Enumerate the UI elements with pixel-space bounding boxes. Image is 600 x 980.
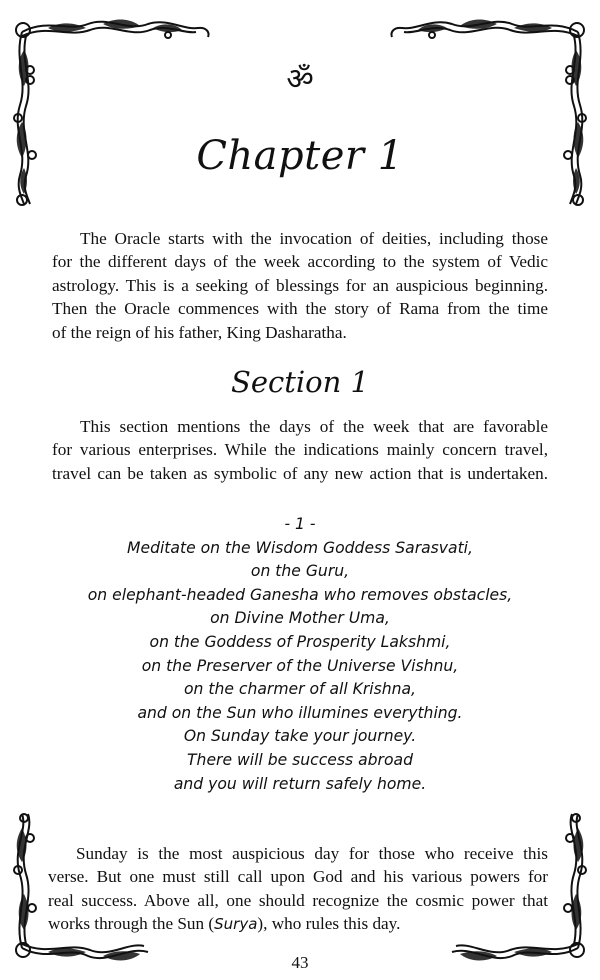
verse-line: and on the Sun who illumines everything.: [137, 703, 463, 722]
verse-block: [0, 513, 600, 796]
verse-line: on Divine Mother Uma,: [210, 609, 390, 628]
sanskrit-term: Surya: [214, 915, 258, 934]
verse-line: On Sunday take your journey.: [183, 727, 417, 746]
verse-line: There will be success abroad: [187, 750, 413, 769]
verse-line: on elephant-headed Ganesha who removes obstacles,: [87, 585, 513, 604]
verse-line: and you will return safely home.: [173, 774, 427, 793]
verse-number: - 1 -: [284, 515, 316, 533]
paragraph-line: astrology. This is a seeking of blessings for an auspicious beginning.: [52, 275, 548, 295]
paragraph-line: [48, 912, 548, 936]
verse-line: on the charmer of all Krishna,: [183, 680, 417, 699]
paragraph-line: The Oracle starts with the invocation of deities, including those: [80, 229, 548, 248]
chapter-title: Chapter 1: [196, 133, 404, 179]
paragraph-line: real success. Above all, one should recognize the cosmic power that: [48, 890, 548, 910]
paragraph-line: verse. But one must still call upon God and his various powers for: [48, 867, 548, 887]
section-intro-paragraph: [52, 415, 548, 485]
text-run: works through the Sun (: [48, 914, 215, 934]
paragraph-line: of the reign of his father, King Dasharatha.: [52, 322, 347, 342]
page-number: 43: [291, 953, 309, 972]
commentary-paragraph: [48, 842, 548, 937]
verse-line: on the Goddess of Prosperity Lakshmi,: [149, 632, 451, 651]
verse-line: on the Preserver of the Universe Vishnu,: [141, 656, 459, 675]
om-symbol-icon: ॐ: [286, 62, 314, 97]
paragraph-line: for the different days of the week according to the system of Vedic: [52, 252, 548, 272]
intro-paragraph: [52, 227, 548, 344]
verse-line: Meditate on the Wisdom Goddess Sarasvati,: [127, 538, 473, 557]
text-run: ), who rules this day.: [257, 914, 401, 934]
paragraph-line: Then the Oracle commences with the story of Rama from the time: [52, 299, 548, 319]
verse-line: on the Guru,: [250, 562, 350, 581]
paragraph-line: Sunday is the most auspicious day for those who receive this: [76, 844, 548, 863]
section-title: Section 1: [230, 365, 369, 399]
paragraph-line: for various enterprises. While the indications mainly concern travel,: [52, 440, 548, 460]
paragraph-line: travel can be taken as symbolic of any new action that is undertaken.: [52, 463, 548, 483]
paragraph-line: This section mentions the days of the week that are favorable: [80, 417, 548, 436]
